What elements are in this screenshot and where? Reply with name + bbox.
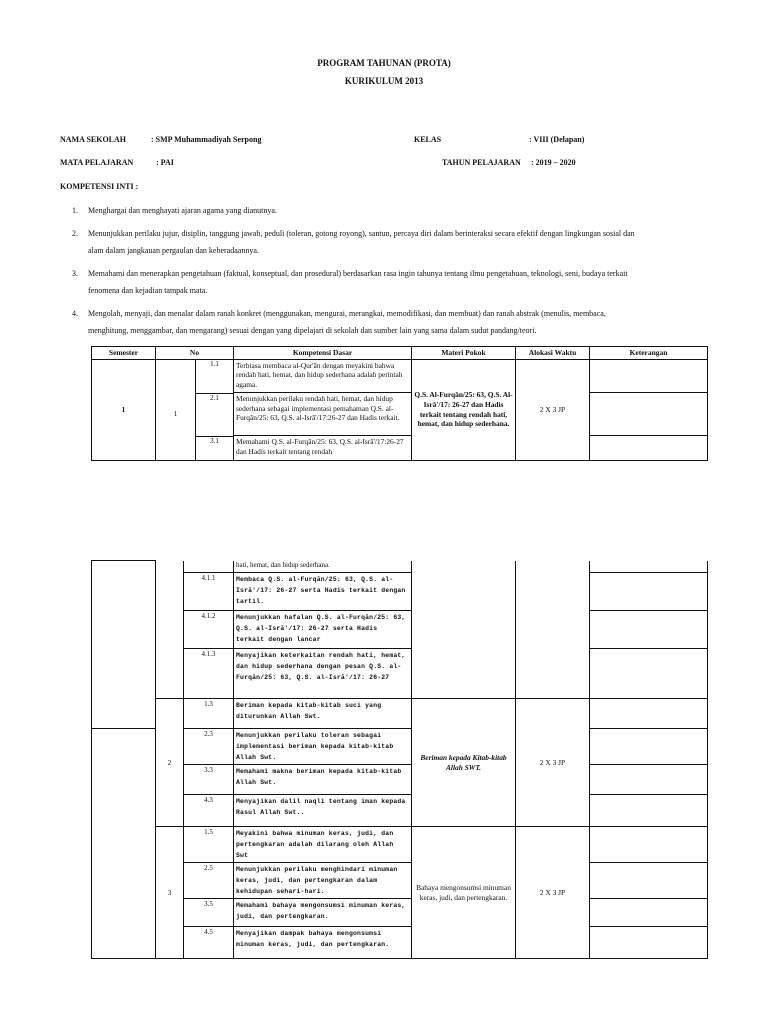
kd-text: Menunjukkan hafalan Q.S. al-Furqān/25: 63, Q.S. al-Isrā'/17: 26-27 serta Hadis terkait dengan lancar (234, 611, 412, 649)
kd-text: Menunjukkan perilaku toleran sebagai implementasi beriman kepada kitab-kitab Allah Swt. (234, 729, 412, 765)
alokasi-cell: 2 X 3 JP (516, 827, 590, 959)
header-semester: Semester (92, 347, 156, 360)
semester-cell-cont (92, 863, 156, 899)
ki-heading: KOMPETENSI INTI : (60, 182, 139, 191)
subject-value: : PAI (156, 158, 174, 167)
school-value: : SMP Muhammadiyah Serpong (151, 135, 262, 144)
ki-text: Mengolah, menyaji, dan menalar dalam ranah konkret (menggunakan, mengurai, merangkai, memodifikasi, dan membuat) dan ranah abstrak (menulis, membaca, (88, 309, 606, 318)
header-materi: Materi Pokok (412, 347, 516, 360)
kd-text: Memahami bahaya mengonsumsi minuman keras, judi, dan pertengkaran. (234, 899, 412, 927)
kd-number: 2.3 (184, 729, 234, 765)
ki-text-cont: menghitung, menggambar, dan mengarang) sesuai dengan yang dipelajari di sekolah dan sumber lain yang sama dalam sudut pandang/teori. (88, 326, 537, 335)
class-value: : VIII (Delapan) (529, 135, 585, 144)
keterangan-cell (590, 729, 708, 765)
semester-cell-cont (92, 827, 156, 863)
year-value: : 2019 – 2020 (531, 158, 576, 167)
keterangan-cell (590, 359, 708, 393)
kd-number: 1.1 (195, 360, 233, 393)
document-title: PROGRAM TAHUNAN (PROTA) (317, 58, 451, 68)
kd-number: 2.5 (184, 863, 234, 899)
semester-cell-cont (92, 927, 156, 959)
alokasi-cell: 2 X 3 JP (516, 699, 590, 827)
keterangan-cell (590, 795, 708, 827)
page-gap (0, 461, 768, 559)
no-cell: 2 (156, 699, 184, 827)
no-cell-mid (156, 393, 234, 436)
alokasi-cell-cont (516, 561, 590, 699)
kd-text: Menyajikan dampak bahaya mengonsumsi minuman keras, judi, dan pertengkaran. (234, 927, 412, 959)
kd-text-cont: hati, hemat, dan hidup sederhana. (234, 561, 412, 573)
kd-number: 4.1.1 (184, 573, 234, 611)
semester-cell-cont (92, 795, 156, 827)
ki-number: 1. (72, 206, 78, 215)
ki-number: 4. (72, 309, 78, 318)
keterangan-cell (590, 561, 708, 573)
materi-cell: Beriman kepada Kitab-kitab Allah SWT. (412, 699, 516, 827)
kd-number: 4.5 (184, 927, 234, 959)
keterangan-cell (590, 436, 708, 461)
year-label: TAHUN PELAJARAN (442, 158, 521, 167)
header-no: No (156, 347, 234, 360)
document-subtitle: KURIKULUM 2013 (344, 76, 424, 86)
keterangan-cell (590, 827, 708, 863)
ki-item (72, 305, 712, 341)
kd-text: Menunjukkan perilaku rendah hati, hemat, dan hidup sederhana sebagai implementasi pemahaman Q.S. al-Furqān/25: 63, Q.S. al-Isrā'/17:26-27 dan Hadis terkait. (234, 393, 412, 436)
kd-number: 3.3 (184, 765, 234, 795)
kd-number: 2.1 (195, 393, 233, 436)
kd-number: 3.5 (184, 899, 234, 927)
kd-text: Memahami makna beriman kepada kitab-kitab Allah Swt. (234, 765, 412, 795)
kd-number: 4.3 (184, 795, 234, 827)
keterangan-cell (590, 927, 708, 959)
prota-table-page2 (91, 560, 708, 959)
ki-item (72, 265, 712, 301)
materi-cell: Bahaya mengonsumsi minuman keras, judi, dan pertengkaran. (412, 827, 516, 959)
keterangan-cell (590, 899, 708, 927)
keterangan-cell (590, 863, 708, 899)
prota-table-page1 (91, 346, 708, 461)
no-cell-cont (156, 561, 184, 699)
kd-text: Beriman kepada kitab-kitab suci yang diturunkan Allah Swt. (234, 699, 412, 729)
ki-text: Menunjukkan perilaku jujur, disiplin, tanggung jawab, peduli (toleran, gotong royong), santun, percaya diri dalam berinteraksi secara efektif dengan lingkungan sosial dan (88, 229, 635, 238)
no-value: 1 (173, 409, 178, 419)
ki-number: 2. (72, 229, 78, 238)
alokasi-cell: 2 X 3 JP (516, 359, 590, 460)
kd-number: 1.3 (184, 699, 234, 729)
kd-text: Meyakini bahwa minuman keras, judi, dan pertengkaran adalah dilarang oleh Allah Swt (234, 827, 412, 863)
kd-text: Memahami Q.S. al-Furqān/25: 63, Q.S. al-Isrā'/17:26-27 dan Hadis terkait tentang rendah (234, 436, 412, 461)
ki-number: 3. (72, 269, 78, 278)
ki-item (72, 225, 712, 261)
kd-number (184, 561, 234, 573)
ki-text-cont: fenomena dan kejadian tampak mata. (88, 286, 208, 295)
header-alokasi: Alokasi Waktu (516, 347, 590, 360)
semester-cell-cont (92, 899, 156, 927)
header-keterangan: Keterangan (590, 347, 708, 360)
keterangan-cell (590, 393, 708, 436)
ki-text-cont: alam dalam jangkauan pergaulan dan keberadaannya. (88, 246, 259, 255)
no-cell: 3 (156, 827, 184, 959)
semester-cell-cont (92, 729, 156, 765)
keterangan-cell (590, 573, 708, 611)
kd-text: Menunjukkan perilaku menghindari minuman keras, judi, dan pertengkaran dalam kehidupan sehari-hari. (234, 863, 412, 899)
kd-number: 3.1 (195, 436, 233, 460)
ki-item (72, 202, 712, 222)
school-label: NAMA SEKOLAH (60, 135, 127, 144)
semester-cell: 1 (92, 359, 156, 460)
kd-number: 4.1.2 (184, 611, 234, 649)
semester-cell-cont (92, 561, 156, 729)
kd-number: 1.5 (184, 827, 234, 863)
keterangan-cell (590, 699, 708, 729)
header-kd: Kompetensi Dasar (234, 347, 412, 360)
no-cell-top (156, 359, 234, 393)
materi-cell-cont (412, 561, 516, 699)
ki-text: Menghargai dan menghayati ajaran agama yang dianutnya. (88, 206, 277, 215)
kd-number: 4.1.3 (184, 649, 234, 699)
no-cell-bottom (156, 436, 234, 461)
kd-text: Terbiasa membaca al-Qur'ān dengan meyakini bahwa rendah hati, hemat, dan hidup sederhana adalah perintah agama. (234, 359, 412, 393)
kd-text: Menyajikan keterkaitan rendah hati, hemat, dan hidup sederhana dengan pesan Q.S. al-Furqān/25: 63, Q.S. al-Isrā'/17: 26-27 (234, 649, 412, 699)
keterangan-cell (590, 765, 708, 795)
keterangan-cell (590, 611, 708, 649)
class-label: KELAS (414, 135, 442, 144)
kd-text: Menyajikan dalil naqli tentang iman kepada Rasul Allah Swt.. (234, 795, 412, 827)
materi-cell: Q.S. Al-Furqān/25: 63, Q.S. Al-Isrā'/17: 26-27 dan Hadis terkait tentang rendah hati, hemat, dan hidup sederhana. (412, 359, 516, 460)
ki-text: Memahami dan menerapkan pengetahuan (faktual, konseptual, dan prosedural) berdasarkan rasa ingin tahunya tentang ilmu pengetahuan, teknologi, seni, budaya terkait (88, 269, 628, 278)
keterangan-cell (590, 649, 708, 699)
semester-cell-cont (92, 765, 156, 795)
kd-text: Membaca Q.S. al-Furqān/25: 63, Q.S. al-Isrā'/17: 26-27 serta Hadis terkait dengan tartil. (234, 573, 412, 611)
subject-label: MATA PELAJARAN (60, 158, 134, 167)
